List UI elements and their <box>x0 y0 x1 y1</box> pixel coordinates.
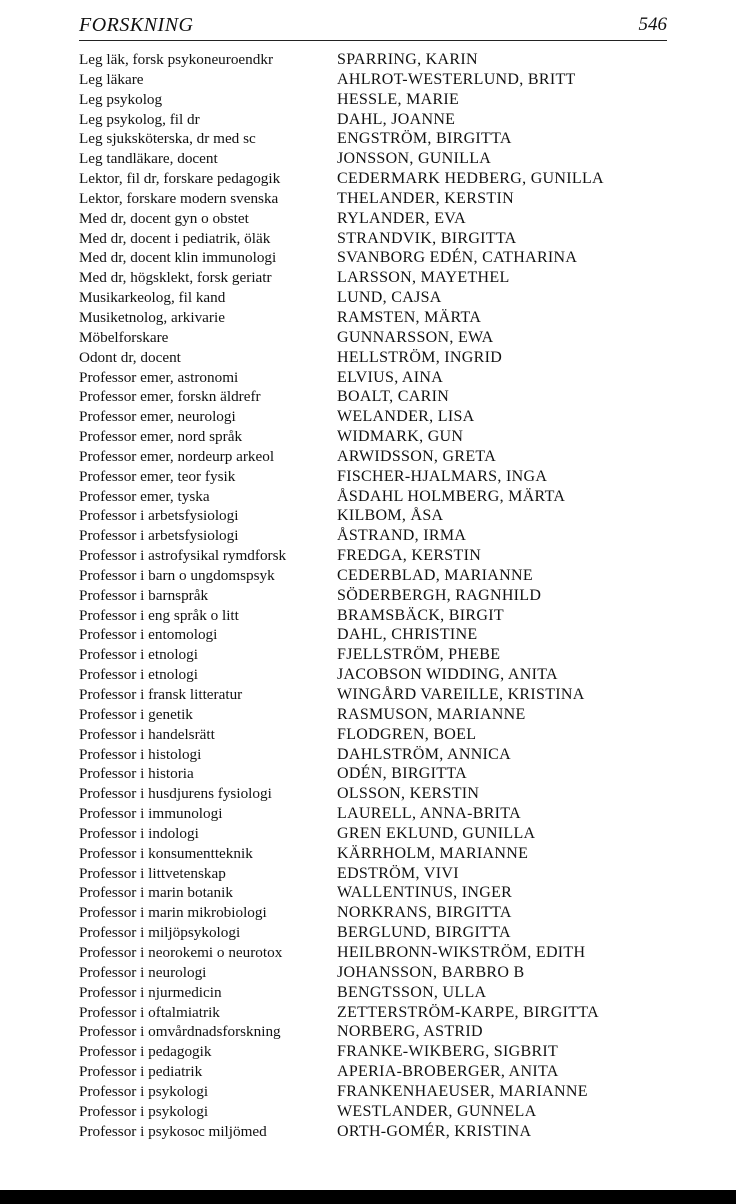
entry-name: FRANKE-WIKBERG, SIGBRIT <box>337 1043 559 1061</box>
entry-title: Professor i etnologi <box>79 646 198 664</box>
entry-title: Möbelforskare <box>79 328 169 346</box>
list-item <box>79 407 679 427</box>
entry-name: BOALT, CARIN <box>337 388 450 406</box>
list-item <box>79 903 679 923</box>
entry-name: JONSSON, GUNILLA <box>337 150 492 168</box>
entry-title: Professor emer, nordeurp arkeol <box>79 447 275 465</box>
list-item <box>79 209 679 229</box>
entry-name: WIDMARK, GUN <box>337 428 464 446</box>
entry-title: Med dr, docent gyn o obstet <box>79 209 249 227</box>
entry-name: BERGLUND, BIRGITTA <box>337 924 511 942</box>
list-item <box>79 923 679 943</box>
entry-name: ODÉN, BIRGITTA <box>337 765 468 783</box>
entry-name: LAURELL, ANNA-BRITA <box>337 805 521 823</box>
entry-title: Professor i etnologi <box>79 666 198 684</box>
list-item <box>79 129 679 149</box>
entry-title: Professor emer, astronomi <box>79 368 239 386</box>
entry-name: KILBOM, ÅSA <box>337 507 444 525</box>
entry-title: Professor emer, neurologi <box>79 408 236 426</box>
list-item <box>79 427 679 447</box>
entry-title: Professor emer, nord språk <box>79 428 243 446</box>
list-item <box>79 864 679 884</box>
entry-title: Professor emer, tyska <box>79 487 210 505</box>
entry-name: OLSSON, KERSTIN <box>337 785 480 803</box>
entry-name: BENGTSSON, ULLA <box>337 983 487 1001</box>
entry-name: LARSSON, MAYETHEL <box>337 269 510 287</box>
entry-title: Leg tandläkare, docent <box>79 150 218 168</box>
list-item <box>79 70 679 90</box>
entry-name: SPARRING, KARIN <box>337 51 478 68</box>
entry-name: ELVIUS, AINA <box>337 368 444 386</box>
list-item <box>79 1102 679 1122</box>
list-item <box>79 546 679 566</box>
entry-name: SVANBORG EDÉN, CATHARINA <box>337 249 578 267</box>
list-item <box>79 745 679 765</box>
entry-name: AHLROT-WESTERLUND, BRITT <box>337 70 576 88</box>
entry-name: DAHL, CHRISTINE <box>337 626 478 644</box>
entry-title: Med dr, högsklekt, forsk geriatr <box>79 269 272 287</box>
list-item <box>79 586 679 606</box>
list-item <box>79 625 679 645</box>
entry-name: RYLANDER, EVA <box>337 209 466 227</box>
list-item <box>79 110 679 130</box>
entry-title: Leg psykolog <box>79 90 163 108</box>
list-item <box>79 844 679 864</box>
entry-name: RAMSTEN, MÄRTA <box>337 308 482 326</box>
entry-title: Professor i astrofysikal rymdforsk <box>79 547 287 565</box>
entry-title: Professor i arbetsfysiologi <box>79 507 239 525</box>
entry-name: WESTLANDER, GUNNELA <box>337 1102 537 1120</box>
entry-title: Professor i barn o ungdomspsyk <box>79 566 275 584</box>
entry-title: Musikarkeolog, fil kand <box>79 289 226 307</box>
list-item <box>79 308 679 328</box>
list-item <box>79 328 679 348</box>
entry-title: Professor emer, forskn äldrefr <box>79 388 261 406</box>
entry-title: Professor i pedagogik <box>79 1043 212 1061</box>
entry-name: WINGÅRD VAREILLE, KRISTINA <box>337 686 585 703</box>
entry-name: NORKRANS, BIRGITTA <box>337 904 512 922</box>
list-item <box>79 1082 679 1102</box>
entry-title: Professor i handelsrätt <box>79 725 215 743</box>
entry-name: DAHL, JOANNE <box>337 110 456 128</box>
entry-name: ÅSTRAND, IRMA <box>337 527 467 545</box>
list-item <box>79 725 679 745</box>
entry-title: Leg läk, forsk psykoneuroendkr <box>79 51 274 68</box>
entry-name: DAHLSTRÖM, ANNICA <box>337 745 511 763</box>
entry-name: HESSLE, MARIE <box>337 90 460 108</box>
entry-title: Odont dr, docent <box>79 348 181 366</box>
entry-title: Professor i oftalmiatrik <box>79 1003 220 1021</box>
scan-bottom-border <box>0 1190 736 1204</box>
list-item <box>79 487 679 507</box>
entry-title: Professor i psykologi <box>79 1102 209 1120</box>
entry-name: BRAMSBÄCK, BIRGIT <box>337 606 504 624</box>
list-item <box>79 963 679 983</box>
list-item <box>79 467 679 487</box>
entry-name: EDSTRÖM, VIVI <box>337 864 459 882</box>
entry-title: Leg läkare <box>79 70 144 88</box>
entry-title: Professor i miljöpsykologi <box>79 924 241 942</box>
entry-title: Med dr, docent klin immunologi <box>79 249 277 267</box>
list-item <box>79 149 679 169</box>
entry-title: Lektor, forskare modern svenska <box>79 189 279 207</box>
list-item <box>79 368 679 388</box>
entry-title: Med dr, docent i pediatrik, öläk <box>79 229 271 247</box>
entry-title: Professor i marin botanik <box>79 884 233 902</box>
entry-name: LUND, CAJSA <box>337 289 442 307</box>
list-item <box>79 387 679 407</box>
entry-title: Professor i genetik <box>79 705 193 723</box>
entry-title: Professor emer, teor fysik <box>79 467 236 485</box>
list-item <box>79 1062 679 1082</box>
list-item <box>79 705 679 725</box>
entry-name: JOHANSSON, BARBRO B <box>337 963 525 981</box>
page-header <box>79 12 667 41</box>
list-item <box>79 645 679 665</box>
entry-title: Musiketnolog, arkivarie <box>79 308 225 326</box>
entry-name: NORBERG, ASTRID <box>337 1023 483 1041</box>
list-item <box>79 348 679 368</box>
entry-name: CEDERBLAD, MARIANNE <box>337 566 533 584</box>
entry-name: CEDERMARK HEDBERG, GUNILLA <box>337 170 604 188</box>
entry-title: Professor i njurmedicin <box>79 983 222 1001</box>
list-item <box>79 248 679 268</box>
entry-name: THELANDER, KERSTIN <box>337 189 514 207</box>
entry-name: ORTH-GOMÉR, KRISTINA <box>337 1122 532 1140</box>
list-item <box>79 943 679 963</box>
entry-title: Professor i pediatrik <box>79 1063 203 1081</box>
entry-name: APERIA-BROBERGER, ANITA <box>337 1063 559 1081</box>
entry-list <box>79 50 679 1141</box>
list-item <box>79 685 679 705</box>
entry-title: Professor i barnspråk <box>79 586 209 604</box>
entry-name: JACOBSON WIDDING, ANITA <box>337 666 558 684</box>
entry-title: Professor i arbetsfysiologi <box>79 527 239 545</box>
entry-title: Lektor, fil dr, forskare pedagogik <box>79 170 281 188</box>
entry-name: ÅSDAHL HOLMBERG, MÄRTA <box>337 487 566 505</box>
entry-name: ARWIDSSON, GRETA <box>337 447 497 465</box>
list-item <box>79 1122 679 1142</box>
list-item <box>79 983 679 1003</box>
entry-name: RASMUSON, MARIANNE <box>337 705 526 723</box>
list-item <box>79 90 679 110</box>
entry-title: Professor i histologi <box>79 745 202 763</box>
entry-name: FREDGA, KERSTIN <box>337 547 482 565</box>
list-item <box>79 288 679 308</box>
list-item <box>79 1022 679 1042</box>
list-item <box>79 1042 679 1062</box>
entry-name: SÖDERBERGH, RAGNHILD <box>337 586 542 604</box>
entry-name: FISCHER-HJALMARS, INGA <box>337 467 548 485</box>
entry-name: ZETTERSTRÖM-KARPE, BIRGITTA <box>337 1003 599 1021</box>
list-item <box>79 50 679 70</box>
entry-name: GREN EKLUND, GUNILLA <box>337 824 536 842</box>
entry-title: Professor i indologi <box>79 824 199 842</box>
entry-title: Professor i marin mikrobiologi <box>79 904 267 922</box>
entry-title: Professor i entomologi <box>79 626 218 644</box>
list-item <box>79 1003 679 1023</box>
entry-name: KÄRRHOLM, MARIANNE <box>337 844 529 862</box>
list-item <box>79 189 679 209</box>
list-item <box>79 566 679 586</box>
entry-title: Professor i psykosoc miljömed <box>79 1122 267 1140</box>
entry-title: Leg sjuksköterska, dr med sc <box>79 130 256 148</box>
page-number: 546 <box>638 14 667 35</box>
entry-title: Professor i omvårdnadsforskning <box>79 1023 281 1041</box>
entry-name: FRANKENHAEUSER, MARIANNE <box>337 1082 588 1100</box>
section-title: FORSKNING <box>79 14 194 36</box>
list-item <box>79 824 679 844</box>
list-item <box>79 606 679 626</box>
list-item <box>79 784 679 804</box>
list-item <box>79 268 679 288</box>
entry-title: Professor i husdjurens fysiologi <box>79 785 272 803</box>
entry-name: HELLSTRÖM, INGRID <box>337 348 503 366</box>
entry-title: Professor i historia <box>79 765 194 783</box>
list-item <box>79 506 679 526</box>
entry-name: STRANDVIK, BIRGITTA <box>337 229 517 247</box>
list-item <box>79 229 679 249</box>
list-item <box>79 665 679 685</box>
entry-name: WALLENTINUS, INGER <box>337 884 513 902</box>
entry-title: Leg psykolog, fil dr <box>79 110 200 128</box>
entry-title: Professor i littvetenskap <box>79 864 226 882</box>
list-item <box>79 764 679 784</box>
entry-name: FJELLSTRÖM, PHEBE <box>337 646 501 664</box>
entry-name: WELANDER, LISA <box>337 408 475 426</box>
entry-title: Professor i neorokemi o neurotox <box>79 943 283 961</box>
entry-title: Professor i eng språk o litt <box>79 606 239 624</box>
entry-title: Professor i psykologi <box>79 1082 209 1100</box>
list-item <box>79 447 679 467</box>
entry-title: Professor i immunologi <box>79 805 223 823</box>
entry-name: FLODGREN, BOEL <box>337 725 477 743</box>
entry-name: ENGSTRÖM, BIRGITTA <box>337 130 512 148</box>
entry-title: Professor i konsumentteknik <box>79 844 253 862</box>
entry-name: HEILBRONN-WIKSTRÖM, EDITH <box>337 943 586 961</box>
entry-title: Professor i neurologi <box>79 963 207 981</box>
list-item <box>79 883 679 903</box>
entry-name: GUNNARSSON, EWA <box>337 328 494 346</box>
list-item <box>79 804 679 824</box>
list-item <box>79 526 679 546</box>
entry-title: Professor i fransk litteratur <box>79 686 243 703</box>
list-item <box>79 169 679 189</box>
